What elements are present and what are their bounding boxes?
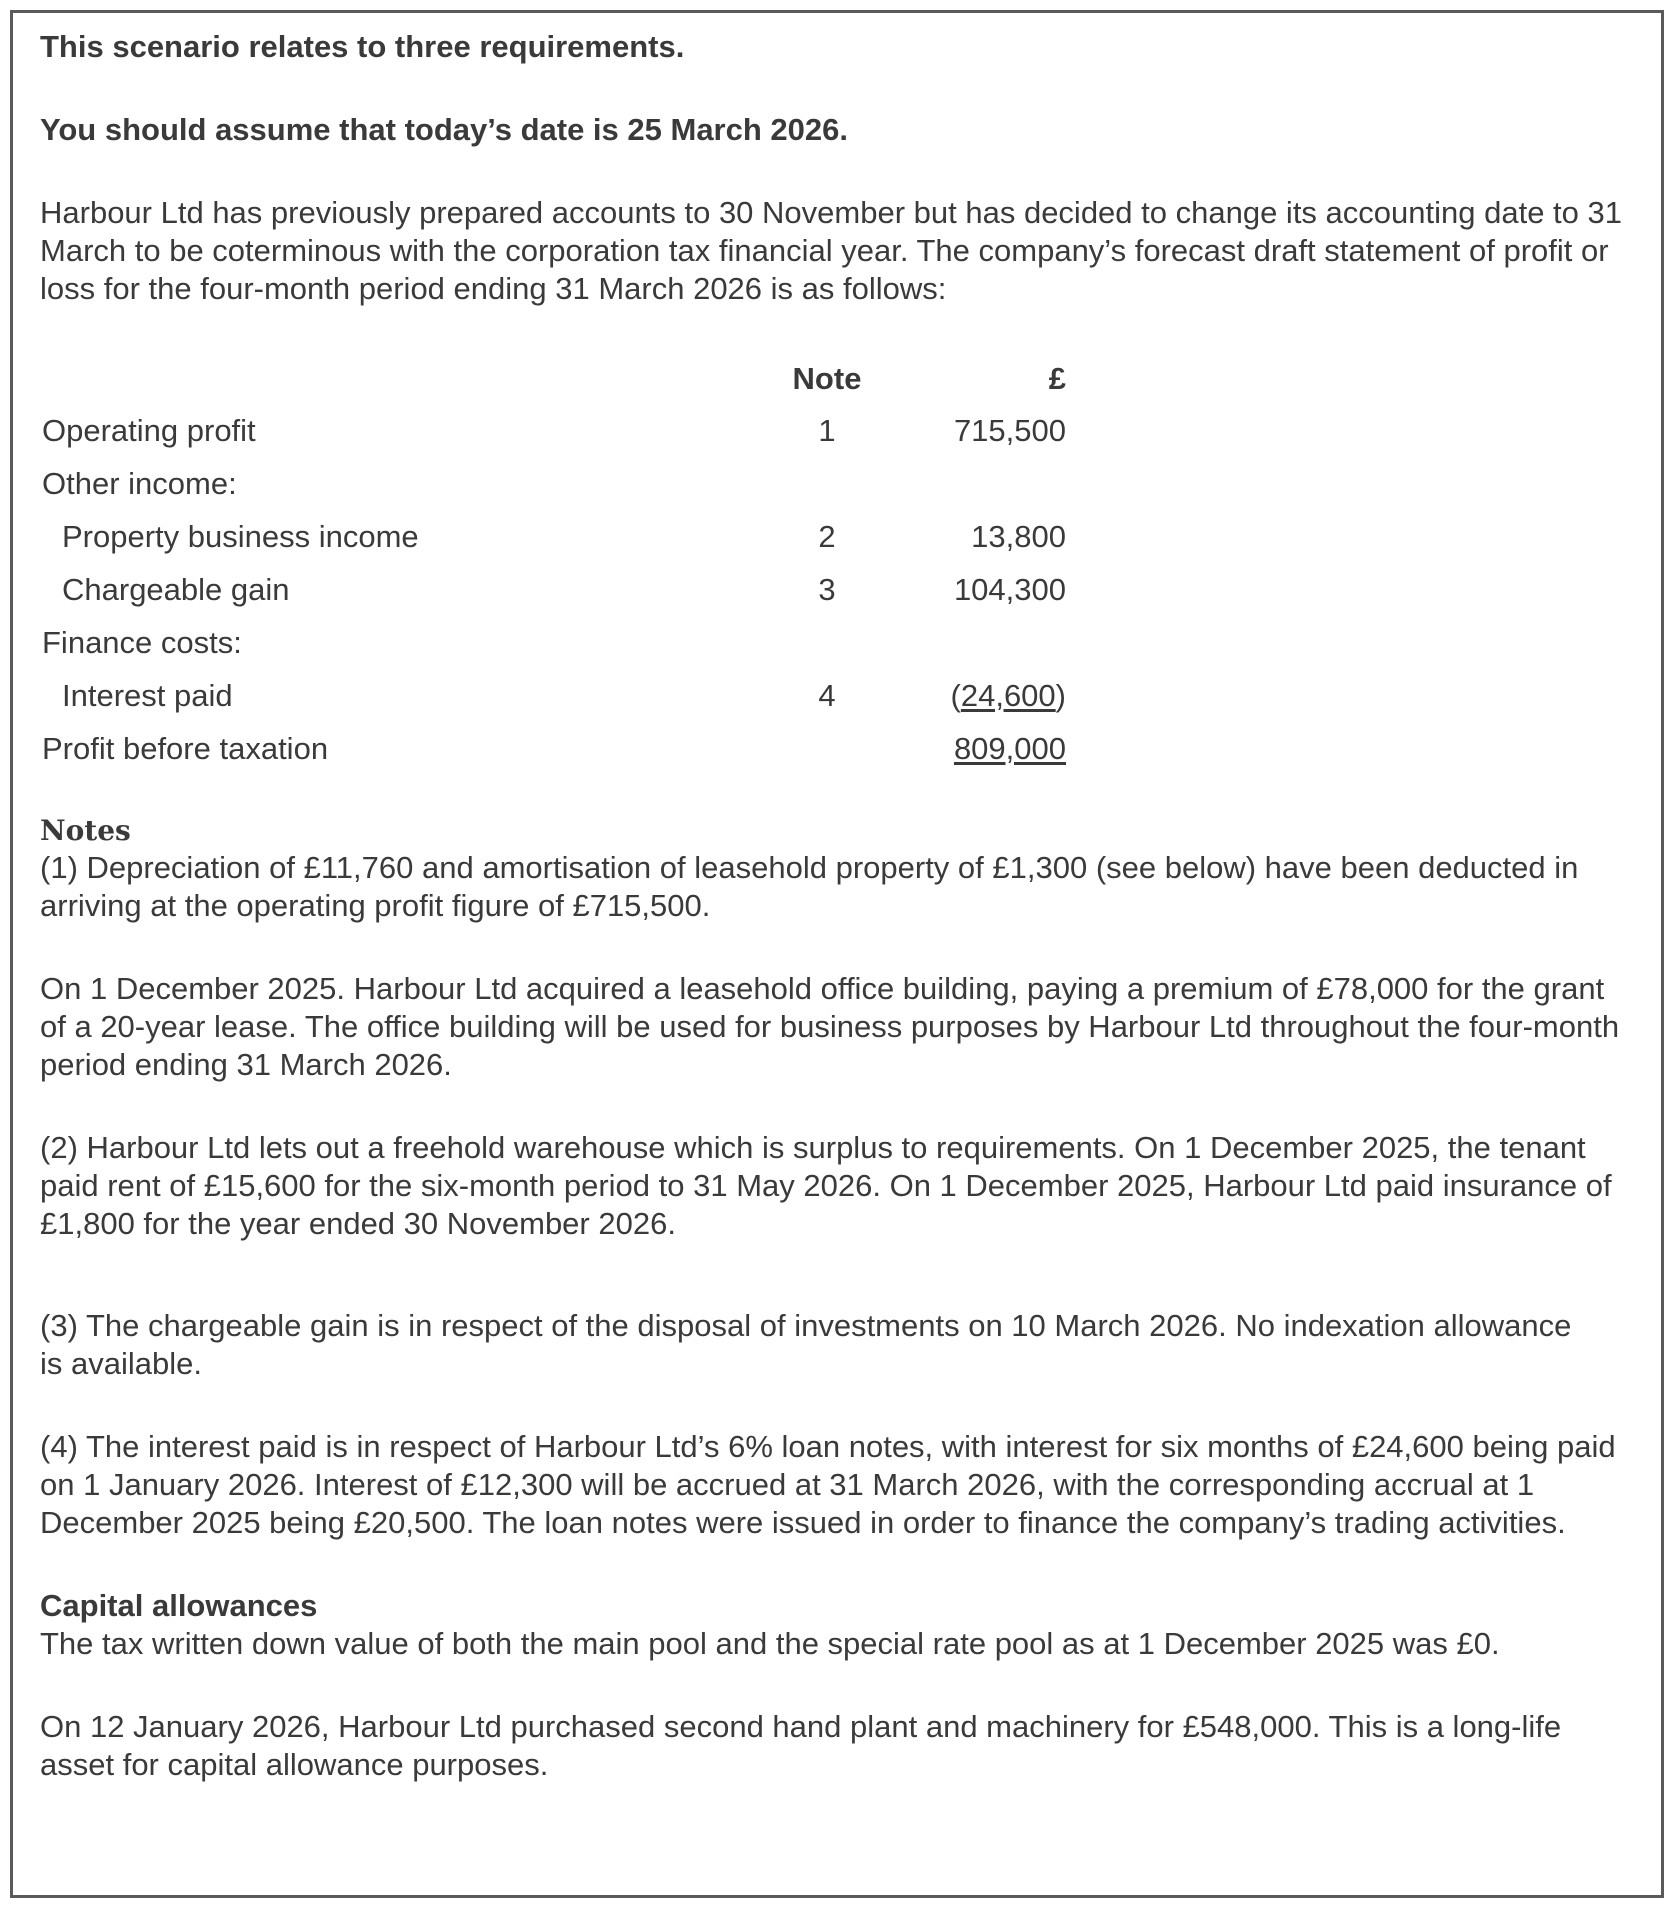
capital-allowances-pool-paragraph: The tax written down value of both the main pool and the special rate pool as at 1 December 2025 was £0. <box>40 1626 1500 1661</box>
row-amount: 13,800 <box>971 518 1066 554</box>
row-note: 2 <box>818 518 836 554</box>
row-amount: 715,500 <box>953 412 1066 448</box>
document-content <box>40 28 1640 1784</box>
interest-paid-amount: 24,600 <box>960 677 1056 713</box>
row-amount: 104,300 <box>953 571 1066 607</box>
table-row <box>42 404 1066 457</box>
table-row <box>42 510 1066 563</box>
row-note: 1 <box>818 412 836 448</box>
note-2-paragraph: (2) Harbour Ltd lets out a freehold warehouse which is surplus to requirements. On 1 December 2025, the tenant paid rent of £15,600 for the six-month period to 31 May 2026. On 1 December 2025, Harbour Ltd paid insurance of £1,800 for the year ended 30 November 2026. <box>40 1130 1612 1241</box>
table-row <box>42 722 1066 775</box>
scenario-requirements-line: This scenario relates to three requirements. <box>40 29 685 64</box>
capital-allowances-heading: Capital allowances <box>40 1588 318 1623</box>
row-note: 4 <box>818 677 836 713</box>
row-amount-negative: (24,600) <box>950 677 1066 713</box>
note-1-paragraph: (1) Depreciation of £11,760 and amortisation of leasehold property of £1,300 (see below) have been deducted in arriving at the operating profit figure of £715,500. <box>40 850 1579 923</box>
note-4-paragraph: (4) The interest paid is in respect of Harbour Ltd’s 6% loan notes, with interest for six months of £24,600 being paid on 1 January 2026. Interest of £12,300 will be accrued at 31 March 2026, with the corresponding accrual at 1 December 2025 being £20,500. The loan notes were issued in order to finance the company’s trading activities. <box>40 1429 1616 1540</box>
intro-paragraph: Harbour Ltd has previously prepared accounts to 30 November but has decided to change its accounting date to 31 March to be coterminous with the corporation tax financial year. The company’s forecast draft statement of profit or loss for the four-month period ending 31 March 2026 is as follows: <box>40 195 1622 306</box>
row-note <box>782 722 872 775</box>
row-label: Operating profit <box>42 412 256 448</box>
table-row <box>42 563 1066 616</box>
row-amount <box>872 457 1066 510</box>
note-1-lease-paragraph: On 1 December 2025. Harbour Ltd acquired a leasehold office building, paying a premium of £78,000 for the grant of a 20-year lease. The office building will be used for business purposes by Harbour Ltd throughout the four-month period ending 31 March 2026. <box>40 971 1620 1082</box>
row-note <box>782 457 872 510</box>
note-column-header: Note <box>792 361 862 396</box>
statement-header-row <box>42 354 1066 404</box>
notes-heading: Notes <box>40 814 131 847</box>
capital-allowances-purchase-paragraph: On 12 January 2026, Harbour Ltd purchased second hand plant and machinery for £548,000. This is a long-life asset for capital allowance purposes. <box>40 1709 1562 1782</box>
row-label: Interest paid <box>62 677 233 713</box>
row-note <box>782 616 872 669</box>
row-label: Finance costs: <box>42 624 242 660</box>
table-row <box>42 616 1066 669</box>
table-row <box>42 457 1066 510</box>
row-label: Other income: <box>42 465 237 501</box>
table-row <box>42 669 1066 722</box>
row-note: 3 <box>818 571 836 607</box>
amount-column-header: £ <box>1048 361 1066 396</box>
profit-loss-statement <box>42 354 1066 775</box>
note-3-paragraph: (3) The chargeable gain is in respect of the disposal of investments on 10 March 2026. No indexation allowance is available. <box>40 1308 1572 1381</box>
profit-before-tax-amount: 809,000 <box>953 730 1066 766</box>
row-amount <box>872 616 1066 669</box>
todays-date-line: You should assume that today’s date is 25 March 2026. <box>40 112 848 147</box>
row-amount-total <box>872 722 1066 775</box>
row-label: Profit before taxation <box>42 730 329 766</box>
row-label: Chargeable gain <box>62 571 290 607</box>
row-label: Property business income <box>62 518 419 554</box>
